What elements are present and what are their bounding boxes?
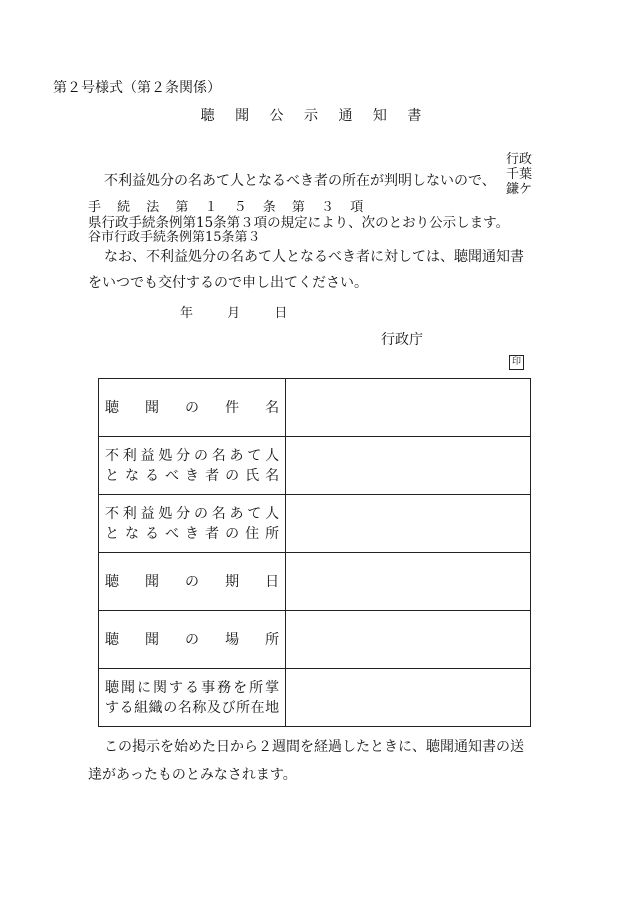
row-value-field[interactable]: [286, 379, 531, 437]
row-label: 聴 聞 の 期 日: [99, 553, 286, 611]
row-value-field[interactable]: [286, 495, 531, 553]
paragraph2-line2: をいつでも交付するので申し出てください。: [88, 275, 368, 291]
date-day: 日: [274, 306, 288, 321]
seal-mark: 印: [509, 355, 524, 370]
table-row: [99, 669, 531, 727]
row-value-field[interactable]: [286, 553, 531, 611]
law-option-3: 谷市行政手続条例第15条第３: [88, 230, 261, 245]
row-value-field[interactable]: [286, 611, 531, 669]
law-option-2: 県行政手続条例第15条第３項の規定により、次のとおり公示します。: [88, 215, 510, 231]
date-line: [180, 302, 317, 321]
paragraph1-line1: 不利益処分の名あて人となるべき者の所在が判明しないので、: [104, 173, 496, 189]
agency-name: 行政庁: [381, 332, 423, 348]
table-row: [99, 553, 531, 611]
footer-line2: 達があったものとみなされます。: [88, 767, 297, 783]
law-option-1: 手 続 法 第 １ ５ 条 第 ３ 項: [88, 200, 370, 215]
footer-line1: この掲示を始めた日から２週間を経過したときに、聴聞通知書の送: [104, 739, 524, 755]
table-row: [99, 437, 531, 495]
law-name-stack: [506, 152, 532, 197]
table-row: [99, 611, 531, 669]
date-month: 月: [227, 306, 241, 321]
row-label: 不利益処分の名あて人 となるべき者の住所: [99, 495, 286, 553]
row-label: 聴聞に関する事務を所掌 する組織の名称及び所在地: [99, 669, 286, 727]
table-row: [99, 379, 531, 437]
stack-line: 千葉: [506, 167, 533, 182]
form-number: 第２号様式（第２条関係）: [53, 80, 221, 96]
stack-line: 鎌ケ: [506, 182, 533, 197]
date-year: 年: [180, 306, 194, 321]
row-label: 聴 聞 の 場 所: [99, 611, 286, 669]
document-title: 聴 聞 公 示 通 知 書: [200, 108, 430, 124]
row-label: 不利益処分の名あて人 となるべき者の氏名: [99, 437, 286, 495]
stack-line: 行政: [506, 152, 533, 167]
row-value-field[interactable]: [286, 437, 531, 495]
paragraph2-line1: なお、不利益処分の名あて人となるべき者に対しては、聴聞通知書: [104, 249, 524, 265]
table-row: [99, 495, 531, 553]
hearing-info-table: [98, 378, 531, 727]
row-value-field[interactable]: [286, 669, 531, 727]
row-label: 聴 聞 の 件 名: [99, 379, 286, 437]
